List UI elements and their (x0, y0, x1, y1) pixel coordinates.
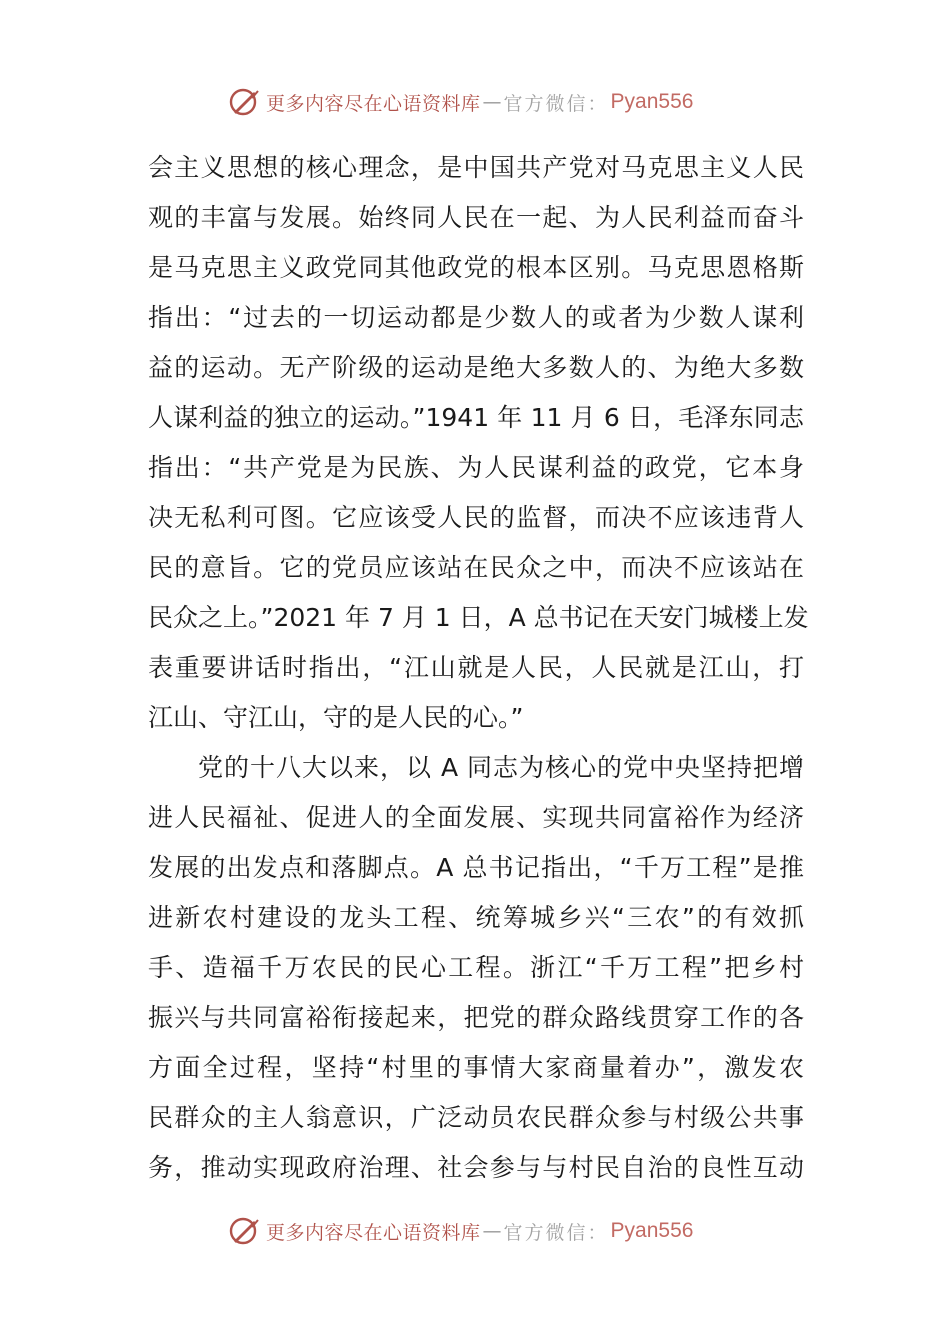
text-line: 会主义思想的核心理念，是中国共产党对马克思主义人民 (148, 153, 804, 182)
banner-title: 更多内容尽在心语资料库 (266, 1221, 481, 1244)
text-line: 指出：“过去的一切运动都是少数人的或者为少数人谋利 (148, 303, 804, 332)
banner-wechat-label: 官方微信： (503, 1221, 609, 1244)
banner-wechat-id: Pyan556 (610, 1219, 694, 1242)
text-line: 指出：“共产党是为民族、为人民谋利益的政党，它本身 (148, 453, 804, 482)
text-line: 进新农村建设的龙头工程、统筹城乡兴“三农”的有效抓 (148, 903, 804, 932)
banner-dash: — (482, 1220, 502, 1242)
text-line: 人谋利益的独立的运动。”1941 年 11 月 6 日，毛泽东同志 (148, 403, 804, 432)
text-line: 民群众的主人翁意识，广泛动员农民群众参与村级公共事 (148, 1103, 804, 1132)
text-line: 江山、守江山，守的是人民的心。” (148, 703, 524, 732)
banner-wechat-id: Pyan556 (610, 90, 694, 113)
banner-wechat-label: 官方微信： (503, 92, 609, 115)
banner-title: 更多内容尽在心语资料库 (266, 92, 481, 115)
text-line: 是马克思主义政党同其他政党的根本区别。马克思恩格斯 (148, 253, 804, 282)
text-line: 方面全过程，坚持“村里的事情大家商量着办”，激发农 (148, 1053, 804, 1082)
text-line: 振兴与共同富裕衔接起来，把党的群众路线贯穿工作的各 (148, 1003, 804, 1032)
text-line: 务，推动实现政府治理、社会参与与村民自治的良性互动 (148, 1153, 804, 1182)
footer-banner (228, 1211, 693, 1251)
text-line: 党的十八大以来，以 A 同志为核心的党中央坚持把增 (198, 753, 804, 782)
text-line: 发展的出发点和落脚点。A 总书记指出，“千万工程”是推 (148, 853, 804, 882)
pen-logo-icon (228, 85, 262, 119)
text-line: 表重要讲话时指出，“江山就是人民，人民就是江山，打 (148, 653, 804, 682)
pen-logo-icon (228, 1214, 262, 1248)
banner-dash: — (482, 91, 502, 113)
text-line: 益的运动。无产阶级的运动是绝大多数人的、为绝大多数 (148, 353, 804, 382)
text-line: 观的丰富与发展。始终同人民在一起、为人民利益而奋斗 (148, 203, 804, 232)
text-line: 进人民福祉、促进人的全面发展、实现共同富裕作为经济 (148, 803, 804, 832)
text-line: 手、造福千万农民的民心工程。浙江“千万工程”把乡村 (148, 953, 804, 982)
text-line: 民的意旨。它的党员应该站在民众之中，而决不应该站在 (148, 553, 804, 582)
header-banner (228, 82, 693, 122)
text-line: 民众之上。”2021 年 7 月 1 日，A 总书记在天安门城楼上发 (148, 603, 809, 632)
text-line: 决无私利可图。它应该受人民的监督，而决不应该违背人 (148, 503, 804, 532)
